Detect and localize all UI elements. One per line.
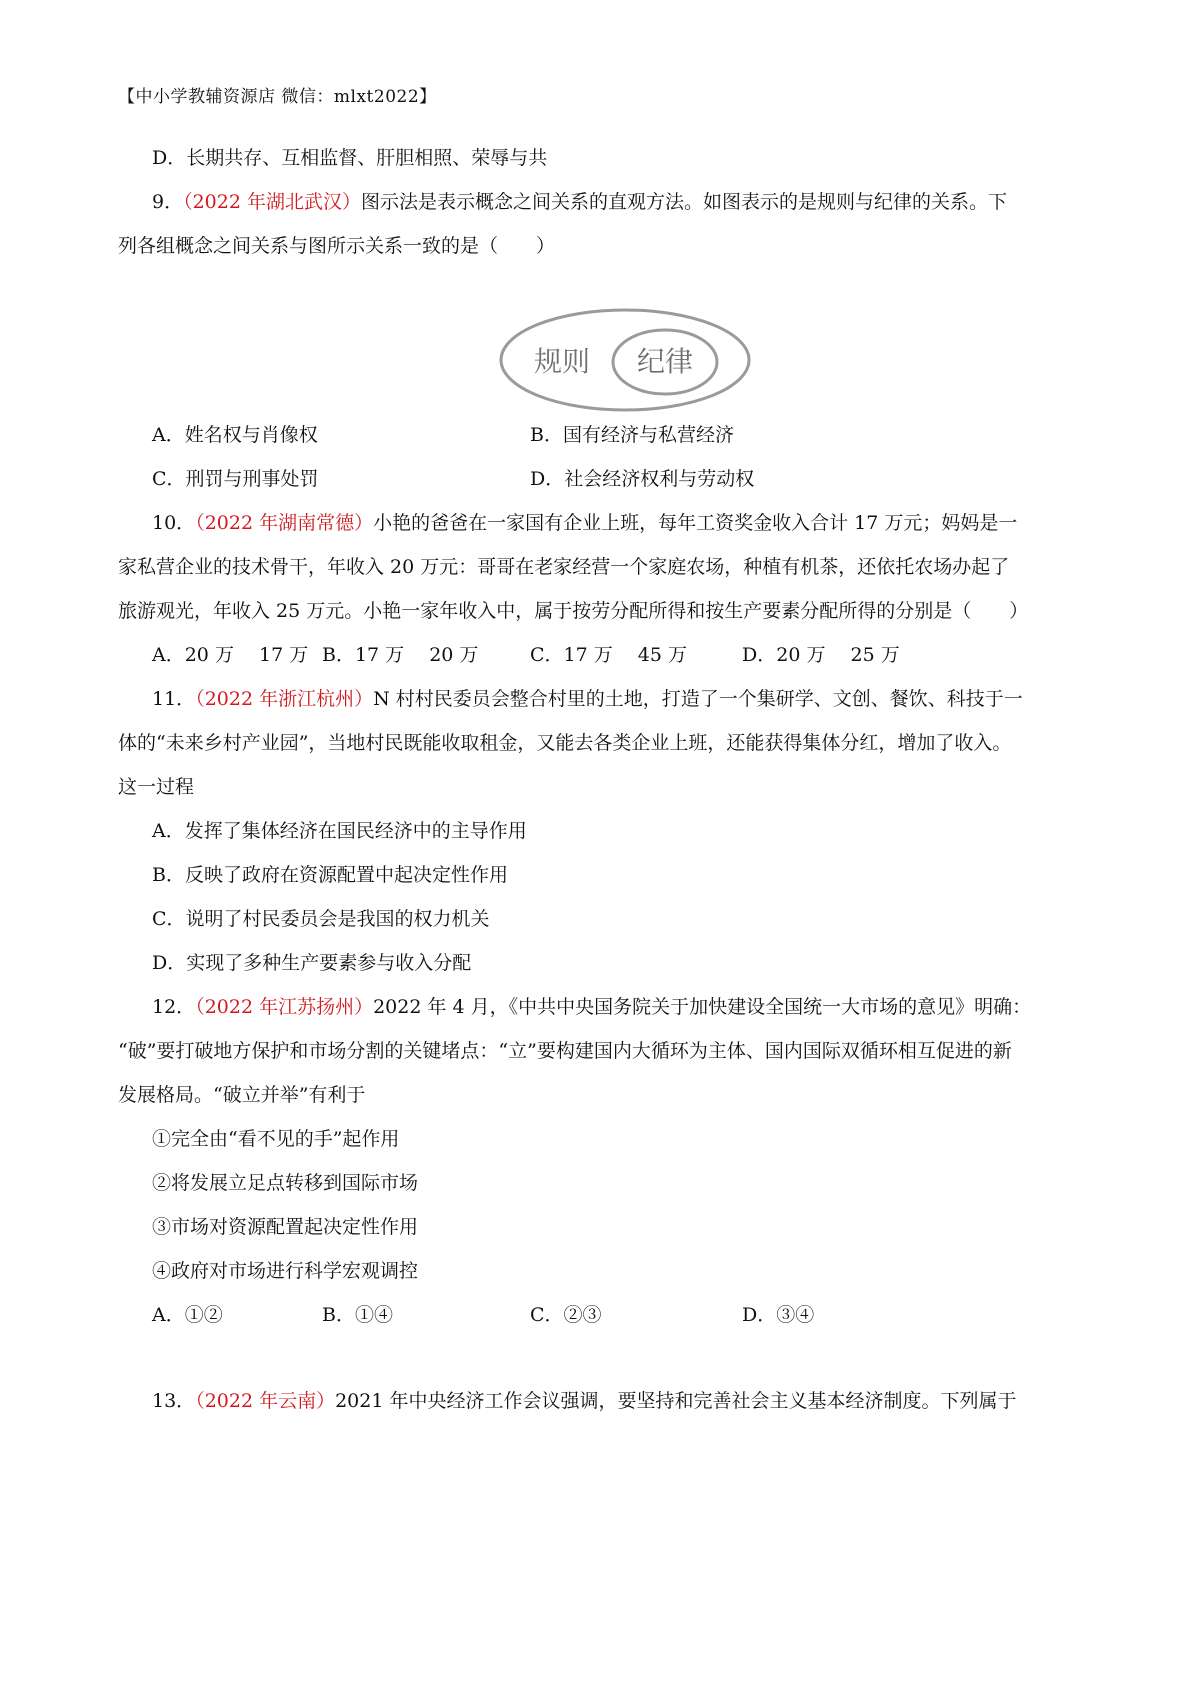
q11-option-b: B．反映了政府在资源配置中起决定性作用	[152, 864, 508, 886]
q12-option-b: B．①④	[322, 1304, 393, 1326]
q10-number: 10．	[152, 512, 196, 534]
q9-stem-1: 图示法是表示概念之间关系的直观方法。如图表示的是规则与纪律的关系。下	[361, 191, 1008, 213]
q11-source: （2022 年浙江杭州）	[195, 688, 374, 710]
q10-option-d: D．20 万 25 万	[742, 644, 900, 666]
q10-stem-1: 小艳的爸爸在一家国有企业上班，每年工资奖金收入合计 17 万元；妈妈是一	[373, 512, 1018, 534]
q11-option-d: D．实现了多种生产要素参与收入分配	[152, 952, 472, 974]
q13-source: （2022 年云南）	[195, 1390, 336, 1412]
inner-label: 纪律	[636, 345, 694, 378]
venn-diagram-figure	[490, 300, 760, 420]
q12-number: 12．	[152, 996, 196, 1018]
q10-stem-line-1	[152, 508, 1017, 535]
outer-label: 规则	[533, 345, 591, 378]
q10-source: （2022 年湖南常德）	[195, 512, 374, 534]
q12-stem-line-2: “破”要打破地方保护和市场分割的关键堵点：“立”要构建国内大循环为主体、国内国际双循环相互促进的新	[118, 1040, 1012, 1062]
q9-option-b: B．国有经济与私营经济	[530, 424, 734, 446]
q13-stem-1: 2021 年中央经济工作会议强调，要坚持和完善社会主义基本经济制度。下列属于	[335, 1390, 1017, 1412]
q9-option-d: D．社会经济权利与劳动权	[530, 468, 755, 490]
q12-option-a: A．①②	[152, 1304, 223, 1326]
q9-source: （2022 年湖北武汉）	[183, 191, 361, 213]
q10-stem-line-2: 家私营企业的技术骨干，年收入 20 万元：哥哥在老家经营一个家庭农场，种植有机茶，还依托农场办起了	[118, 556, 1010, 578]
q12-option-d: D．③④	[742, 1304, 815, 1326]
q9-number: 9．	[152, 191, 184, 213]
q9-stem-line-2: 列各组概念之间关系与图所示关系一致的是（ ）	[118, 235, 556, 257]
q12-item-2: ②将发展立足点转移到国际市场	[152, 1172, 419, 1194]
q13-number: 13．	[152, 1390, 196, 1412]
q12-source: （2022 年江苏扬州）	[195, 996, 374, 1018]
q11-stem-1: N 村村民委员会整合村里的土地，打造了一个集研学、文创、餐饮、科技于一	[373, 688, 1023, 710]
q9-option-c: C．刑罚与刑事处罚	[152, 468, 319, 490]
q11-option-c: C．说明了村民委员会是我国的权力机关	[152, 908, 490, 930]
q13-stem-line-1	[152, 1386, 1017, 1413]
q11-stem-line-3: 这一过程	[118, 776, 195, 798]
q10-option-a: A．20 万 17 万	[152, 644, 309, 666]
q10-option-c: C．17 万 45 万	[530, 644, 688, 666]
q12-option-c: C．②③	[530, 1304, 602, 1326]
q12-stem-line-1	[152, 992, 1031, 1019]
q12-item-1: ①完全由“看不见的手”起作用	[152, 1128, 400, 1150]
q8-option-d: D．长期共存、互相监督、肝胆相照、荣辱与共	[152, 147, 548, 169]
q11-option-a: A．发挥了集体经济在国民经济中的主导作用	[152, 820, 527, 842]
q12-stem-1: 2022 年 4 月，《中共中央国务院关于加快建设全国统一大市场的意见》明确：	[373, 996, 1032, 1018]
q12-item-4: ④政府对市场进行科学宏观调控	[152, 1260, 419, 1282]
q10-stem-line-3: 旅游观光，年收入 25 万元。小艳一家年收入中，属于按劳分配所得和按生产要素分配所得的分别是（ ）	[118, 600, 1029, 622]
q12-item-3: ③市场对资源配置起决定性作用	[152, 1216, 419, 1238]
q12-stem-line-3: 发展格局。“破立并举”有利于	[118, 1084, 366, 1106]
q11-number: 11．	[152, 688, 196, 710]
q9-stem-line-1	[152, 187, 1007, 214]
q9-option-a: A．姓名权与肖像权	[152, 424, 318, 446]
page-header: 【中小学教辅资源店 微信：mlxt2022】	[118, 87, 437, 107]
q11-stem-line-2: 体的“未来乡村产业园”，当地村民既能收取租金，又能去各类企业上班，还能获得集体分红，增加了收入。	[118, 732, 1012, 754]
q11-stem-line-1	[152, 684, 1023, 711]
q10-option-b: B．17 万 20 万	[322, 644, 479, 666]
